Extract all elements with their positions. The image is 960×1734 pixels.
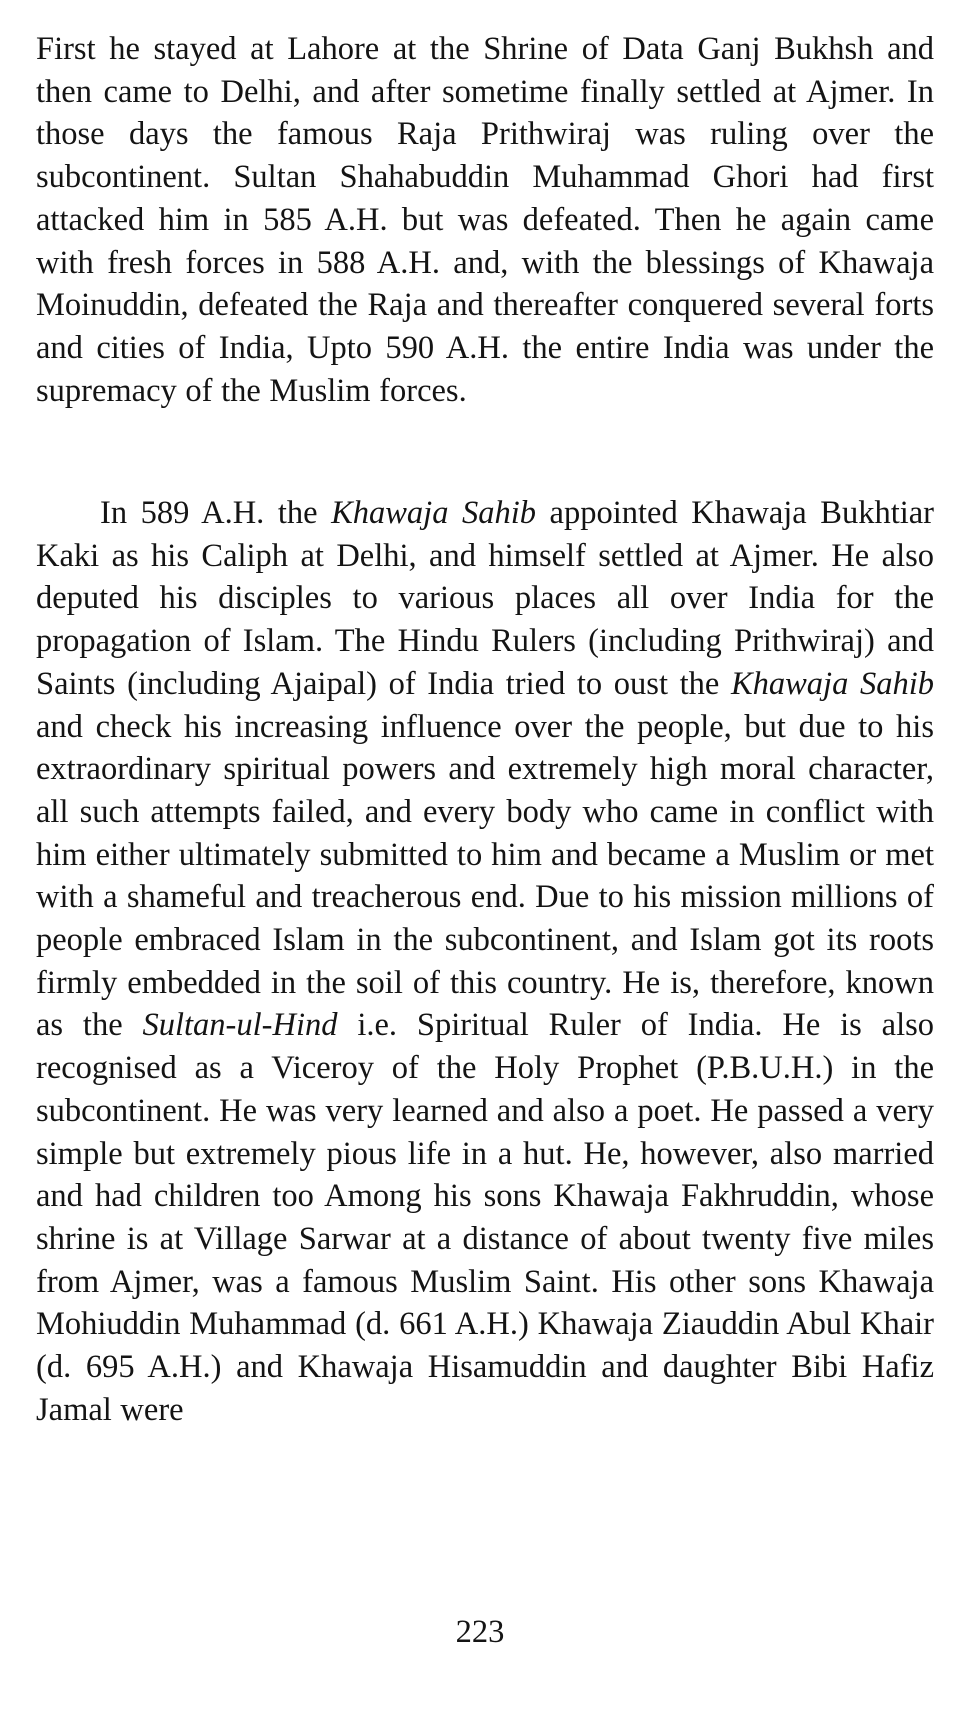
paragraph-1-text: First he stayed at Lahore at the Shrine of Data Ganj Bukhsh and then came to Delhi, and after sometime finally settled at Ajmer. In those days the famous Raja Prithwiraj was ruling over the subcontinent. Sultan Shahabuddin Muhammad Ghori had first attacked him in 585 A.H. but was defeated. Then he again came with fresh forces in 588 A.H. and, with the blessings of Khawaja Moinuddin, defeated the Raja and thereafter conquered several forts and cities of India, Upto 590 A.H. the entire India was under the supremacy of the Muslim forces. (36, 31, 934, 409)
paragraph-2-italic-khawaja-sahib-2: Khawaja Sahib (730, 665, 934, 702)
paragraph-2-text-part-2: appointed Khawaja Bukhtiar Kaki as his Caliph at Delhi, and himself settled at Ajmer. He also deputed his disciples to various places all over India for the propagation of Islam. The Hindu Rulers (including Prithwiraj) and Saints (including Ajaipal) of India tried to oust the (36, 495, 934, 702)
paragraph-2-italic-khawaja-sahib: Khawaja Sahib (331, 495, 537, 531)
page-number: 223 (455, 1614, 505, 1650)
paragraph-1 (36, 28, 934, 412)
paragraph-2-text-part-3: and check his increasing influence over the people, but due to his extraordinary spiritual powers and extremely high moral character, all such attempts failed, and every body who came in conflict with him either ultimately submitted to him and became a Muslim or met with a shameful and treacherous end. Due to his mission millions of people embraced Islam in the subcontinent, and Islam got its roots firmly embedded in the soil of this country. He is, therefore, known as the (36, 708, 934, 1044)
paragraph-2-italic-sultan-ul-hind: Sultan-ul-Hind (142, 1007, 338, 1044)
paragraph-2 (36, 492, 934, 1431)
paragraph-2-text-part-1: In 589 A.H. the (100, 495, 332, 531)
paragraph-2-text-part-4: i.e. Spiritual Ruler of India. He is also recognised as a Viceroy of the Holy Prophet (P.B.U.H.) in the subcontinent. He was very learned and also a poet. He passed a very simple but extremely pious life in a hut. He, however, also married and had children too Among his sons Khawaja Fakhruddin, whose shrine is at Village Sarwar at a distance of about twenty five miles from Ajmer, was a famous Muslim Saint. His other sons Khawaja Mohiuddin Muhammad (d. 661 A.H.) Khawaja Ziauddin Abul Khair (d. 695 A.H.) and Khawaja Hisamuddin and daughter Bibi Hafiz Jamal were (36, 1007, 934, 1428)
